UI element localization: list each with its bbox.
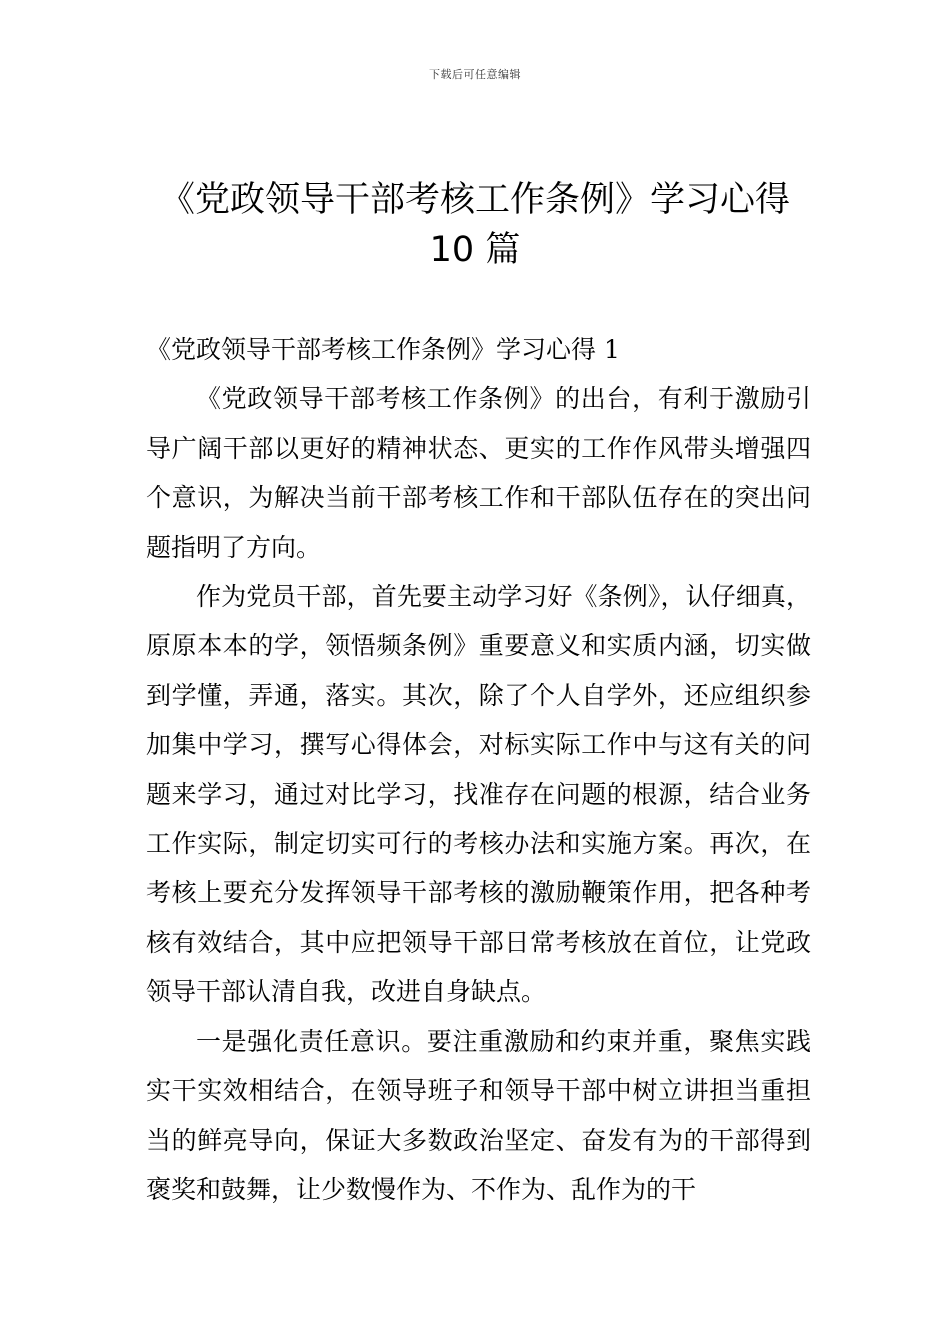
section-heading: 《党政领导干部考核工作条例》学习心得 1 (146, 335, 620, 364)
paragraph-1: 《党政领导干部考核工作条例》的出台，有利于激励引导广阔干部以更好的精神状态、更实的工作作风带头增强四个意识，为解决当前干部考核工作和干部队伍存在的突出问题指明了方向。 (146, 384, 811, 562)
paragraph-3: 一是强化责任意识。要注重激励和约束并重，聚焦实践实干实效相结合，在领导班子和领导干部中树立讲担当重担当的鲜亮导向，保证大多数政治坚定、奋发有为的干部得到褒奖和鼓舞，让少数慢作为、不作为、乱作为的干 (146, 1026, 811, 1204)
paragraph-2: 作为党员干部，首先要主动学习好《条例》，认仔细真，原原本本的学，领悟频条例》重要意义和实质内涵，切实做到学懂，弄通，落实。其次，除了个人自学外，还应组织参加集中学习，撰写心得体会，对标实际工作中与这有关的问题来学习，通过对比学习，找准存在问题的根源，结合业务工作实际，制定切实可行的考核办法和实施方案。再次，在考核上要充分发挥领导干部考核的激励鞭策作用，把各种考核有效结合，其中应把领导干部日常考核放在首位，让党政领导干部认清自我，改进自身缺点。 (146, 582, 811, 1007)
document-body (146, 325, 811, 1214)
header-note: 下载后可任意编辑 (429, 68, 521, 81)
title-line-1: 《党政领导干部考核工作条例》学习心得 (159, 180, 790, 220)
document-title (75, 175, 875, 275)
title-line-2: 10 篇 (429, 230, 521, 270)
